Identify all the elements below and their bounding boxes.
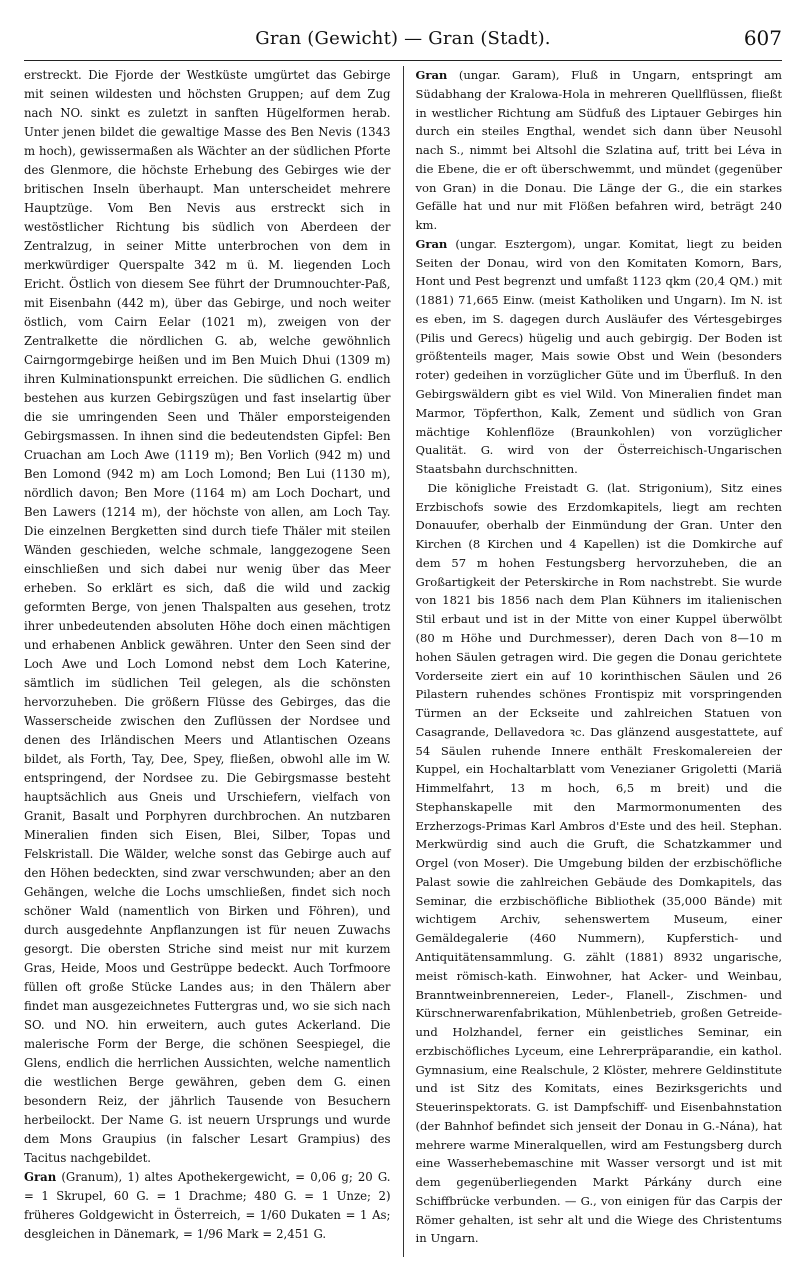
- entry-gran-weight: [24, 1168, 391, 1244]
- entry-text: (Granum), 1) altes Apothekergewicht, = 0,06 g; 20 G. = 1 Skrupel, 60 G. = 1 Drachme; 480 G. = 1 Unze; 2) früheres Goldgewicht in Österreich, = 1/60 Dukaten = 1 As; desgleichen in Dänemark, = 1/96 Mark = 2,451 G.: [24, 1170, 391, 1241]
- entry-keyword: Gran: [415, 236, 448, 251]
- paragraph-grampian-continued: [24, 66, 391, 1168]
- entry-keyword: Gran: [24, 1170, 57, 1184]
- left-column: [24, 66, 404, 1257]
- text-columns: [24, 66, 782, 1257]
- entry-text: (ungar. Esztergom), ungar. Komitat, liegt zu beiden Seiten der Donau, wird von den Komitaten Komorn, Bars, Hont und Pest begrenzt und umfaßt 1123 qkm (20,4 QM.) mit (1881) 71,665 Einw. (meist Katholiken und Ungarn). Im N. ist es eben, im S. dagegen durch Ausläufer des Vértesgebirges (Pilis und Gerecs) hügelig und auch gebirgig. Der Boden ist größtenteils mager, Mais sowie Obst und Wein (besonders roter) gedeihen in vorzüglicher Güte und im Überfluß. In den Gebirgswäldern gibt es viel Wild. Von Mineralien findet man Marmor, Töpferthon, Kalk, Zement und südlich von Gran mächtige Kohlenflöze (Braunkohlen) von vorzüglicher Qualität. G. wird von der Österreichisch-Ungarischen Staatsbahn durchschnitten.: [415, 236, 782, 477]
- right-column: [404, 66, 783, 1257]
- page-number: 607: [743, 26, 782, 50]
- entry-gran-county: [416, 235, 783, 479]
- paragraph-text: Die königliche Freistadt G. (lat. Strigonium), Sitz eines Erzbischofs sowie des Erzdomkapitels, liegt am rechten Donauufer, oberhalb der Einmündung der Gran. Unter den Kirchen (8 Kirchen und 4 Kapellen) ist die Domkirche auf dem 57 m hohen Festungsberg hervorzuheben, die an Großartigkeit der Peterskirche in Rom nachstrebt. Sie wurde von 1821 bis 1856 nach dem Plan Kühners im italienischen Stil erbaut und ist in der Mitte von einer Kuppel überwölbt (80 m Höhe und Durchmesser), deren Dach von 8—10 m hohen Säulen getragen wird. Die gegen die Donau gerichtete Vorderseite ziert ein auf 10 korinthischen Säulen und 26 Pilastern ruhendes schönes Frontispiz mit vorspringenden Türmen an der Eckseite und zahlreichen Statuen von Casagrande, Dellavedora ꝛc. Das glänzend ausgestattete, auf 54 Säulen ruhende Innere enthält Freskomalereien der Kuppel, ein Hochaltarblatt vom Venezianer Grigoletti (Mariä Himmelfahrt, 13 m hoch, 6,5 m breit) und die Stephanskapelle mit den Marmormonumenten des Erzherzogs-Primas Karl Ambros d'Este und des heil. Stephan. Merkwürdig sind auch die Gruft, die Schatzkammer und Orgel (von Moser). Die Umgebung bilden der erzbischöfliche Palast sowie die zahlreichen Gebäude des Domkapitels, das Seminar, die erzbischöfliche Bibliothek (35,000 Bände) mit wichtigem Archiv, sehenswertem Museum, einer Gemäldegalerie (460 Nummern), Kupferstich- und Antiquitätensammlung. G. zählt (1881) 8932 ungarische, meist römisch-kath. Einwohner, hat Acker- und Weinbau, Branntweinbrennereien, Leder-, Flanell-, Zischmen- und Kürschnerwarenfabrikation, Mühlenbetrieb, großen Getreide- und Holzhandel, ferner ein geistliches Seminar, ein erzbischöfliches Lyceum, eine Lehrerpräparandie, ein kathol. Gymnasium, eine Realschule, 2 Klöster, mehrere Geldinstitute und ist Sitz des Komitats, eines Bezirksgerichts und Steuerinspektorats. G. ist Dampfschiff- und Eisenbahnstation (der Bahnhof befindet sich jenseit der Donau in G.-Nána), hat mehrere warme Mineralquellen, wird am Festungsberg durch eine Wasserhebemaschine mit Wasser versorgt und ist mit dem gegenüberliegenden Markt Párkány durch eine Schiffbrücke verbunden. — G., von einigen für das Carpis der Römer gehalten, ist sehr alt und die Wiege des Christentums in Ungarn.: [415, 480, 782, 1246]
- paragraph-text: erstreckt. Die Fjorde der Westküste umgürtet das Gebirge mit seinen wildesten und höchsten Gruppen; auf dem Zug nach NO. sinkt es zuletzt in sanften Hügelformen herab. Unter jenen bildet die gewaltige Masse des Ben Nevis (1343 m hoch), gewissermaßen als Wächter an der südlichen Pforte des Glenmore, die höchste Erhebung des Gebirges wie der britischen Inseln überhaupt. Man unterscheidet mehrere Hauptzüge. Vom Ben Nevis aus erstreckt sich in westöstlicher Richtung bis südlich von Aberdeen der Zentralzug, in seiner Mitte unterbrochen von dem in merkwürdiger Querspalte 342 m ü. M. liegenden Loch Ericht. Östlich von diesem See führt der Drumnouchter-Paß, mit Eisenbahn (442 m), über das Gebirge, und noch weiter östlich, vom Cairn Eelar (1021 m), zweigen von der Zentralkette die nördlichen G. ab, welche gewöhnlich Cairngormgebirge heißen und im Ben Muich Dhui (1309 m) ihren Kulminationspunkt erreichen. Die südlichen G. endlich bestehen aus kurzen Gebirgszügen und fast inselartig über die sie umringenden Seen und Thäler emporsteigenden Gebirgsmassen. In ihnen sind die bedeutendsten Gipfel: Ben Cruachan am Loch Awe (1119 m); Ben Vorlich (942 m) und Ben Lomond (942 m) am Loch Lomond; Ben Lui (1130 m), nördlich davon; Ben More (1164 m) am Loch Dochart, und Ben Lawers (1214 m), der höchste von allen, am Loch Tay. Die einzelnen Bergketten sind durch tiefe Thäler mit steilen Wänden geschieden, welche schmale, langgezogene Seen einschließen und sich dabei nur wenig über das Meer erheben. So erklärt es sich, daß die wild und zackig geformten Berge, von jenen Thalspalten aus gesehen, trotz ihrer unbedeutenden absoluten Höhe doch einen mächtigen und erhabenen Anblick gewähren. Unter den Seen sind der Loch Awe und Loch Lomond nebst dem Loch Katerine, sämtlich im südlichen Teil gelegen, als die schönsten hervorzuheben. Die größern Flüsse des Gebirges, das die Wasserscheide zwischen den Zuflüssen der Nordsee und denen des Irländischen Meers und Atlantischen Ozeans bildet, als Forth, Tay, Dee, Spey, fließen, obwohl alle im W. entspringend, der Nordsee zu. Die Gebirgsmasse besteht hauptsächlich aus Gneis und Urschiefern, vielfach von Granit, Basalt und Porphyren durchbrochen. An nutzbaren Mineralien finden sich Eisen, Blei, Silber, Topas und Felskristall. Die Wälder, welche sonst das Gebirge auch auf den Höhen bedeckten, sind zwar verschwunden; aber an den Gehängen, welche die Lochs umschließen, findet sich noch schöner Wald (namentlich von Birken und Föhren), und durch ausgedehnte Anpflanzungen ist für neuen Zuwachs gesorgt. Die obersten Striche sind meist nur mit kurzem Gras, Heide, Moos und Gestrüppe bedeckt. Auch Torfmoore füllen oft große Stücke Landes aus; in den Thälern aber findet man ausgezeichnetes Futtergras und, wo sie sich nach SO. und NO. hin erweitern, auch gutes Ackerland. Die malerische Form der Berge, die schönen Seespiegel, die Glens, endlich die herrlichen Aussichten, welche namentlich die westlichen Berge gewähren, geben dem G. einen besondern Reiz, der jährlich Tausende von Besuchern herbeilockt. Der Name G. ist neuern Ursprungs und wurde dem Mons Graupius (in falscher Lesart Grampius) des Tacitus nachgebildet.: [24, 68, 391, 1165]
- running-title: Gran (Gewicht) — Gran (Stadt).: [255, 28, 551, 49]
- paragraph-gran-city: [416, 479, 783, 1248]
- entry-text: (ungar. Garam), Fluß in Ungarn, entspringt am Südabhang der Kralowa-Hola in mehreren Quellflüssen, fließt in westlicher Richtung am Südfuß des Liptauer Gebirges hin durch ein steiles Engthal, wendet sich dann über Neusohl nach S., nimmt bei Altsohl die Szlatina auf, tritt bei Léva in die Ebene, die er oft überschwemmt, und mündet (gegenüber von Gran) in die Donau. Die Länge der G., die ein starkes Gefälle hat und nur mit Flößen befahren wird, beträgt 240 km.: [415, 68, 782, 233]
- header-rule: [24, 60, 782, 61]
- entry-gran-river: [416, 66, 783, 235]
- entry-keyword: Gran: [415, 68, 448, 82]
- page-header: [24, 22, 782, 58]
